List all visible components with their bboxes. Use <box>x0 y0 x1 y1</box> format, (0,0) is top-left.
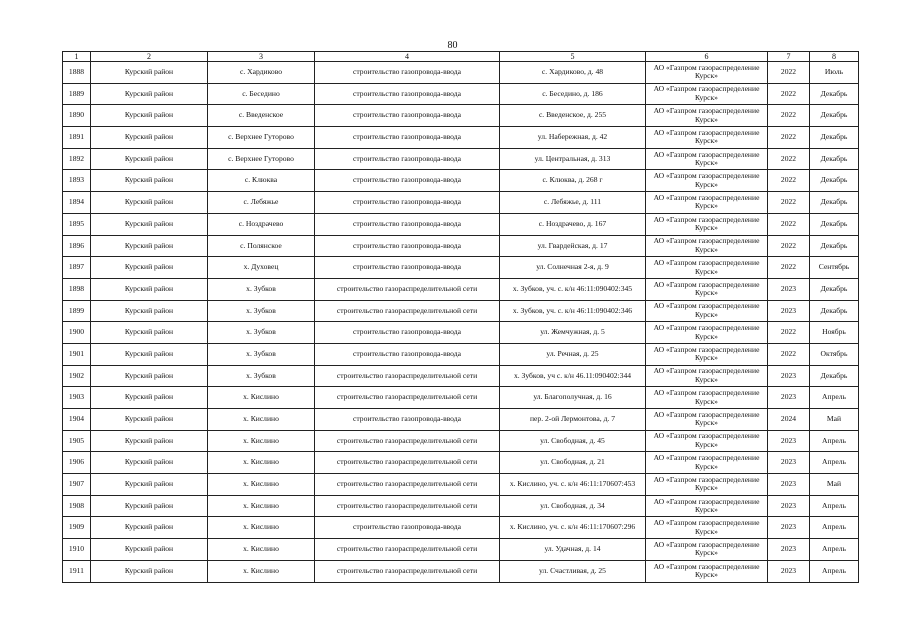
table-row <box>63 495 859 517</box>
district-cell: Курский район <box>91 105 208 127</box>
year-cell: 2022 <box>768 343 810 365</box>
settlement-cell: с. Верхнее Гуторово <box>208 148 315 170</box>
month-cell: Май <box>810 409 859 431</box>
row-number-cell: 1896 <box>63 235 91 257</box>
settlement-cell: х. Кислино <box>208 495 315 517</box>
month-cell: Декабрь <box>810 365 859 387</box>
year-cell: 2023 <box>768 365 810 387</box>
address-cell: ул. Набережная, д. 42 <box>500 127 646 149</box>
month-cell: Апрель <box>810 495 859 517</box>
row-number-cell: 1902 <box>63 365 91 387</box>
work-type-cell: строительство газораспределительной сети <box>315 452 500 474</box>
work-type-cell: строительство газораспределительной сети <box>315 365 500 387</box>
row-number-cell: 1909 <box>63 517 91 539</box>
address-cell: ул. Счастливая, д. 25 <box>500 560 646 582</box>
organization-cell: АО «Газпром газораспределение Курск» <box>646 560 768 582</box>
year-cell: 2022 <box>768 83 810 105</box>
address-cell: ул. Речная, д. 25 <box>500 343 646 365</box>
address-cell: с. Лебяжье, д. 111 <box>500 192 646 214</box>
table-row <box>63 365 859 387</box>
month-cell: Апрель <box>810 517 859 539</box>
district-cell: Курский район <box>91 560 208 582</box>
address-cell: с. Хардиково, д. 48 <box>500 62 646 84</box>
row-number-cell: 1893 <box>63 170 91 192</box>
district-cell: Курский район <box>91 387 208 409</box>
month-cell: Ноябрь <box>810 322 859 344</box>
organization-cell: АО «Газпром газораспределение Курск» <box>646 170 768 192</box>
organization-cell: АО «Газпром газораспределение Курск» <box>646 105 768 127</box>
column-number: 5 <box>500 52 646 62</box>
year-cell: 2022 <box>768 170 810 192</box>
row-number-cell: 1905 <box>63 430 91 452</box>
address-cell: х. Зубков, уч с. к/н 46.11:090402:344 <box>500 365 646 387</box>
row-number-cell: 1910 <box>63 539 91 561</box>
month-cell: Сентябрь <box>810 257 859 279</box>
gasification-table <box>62 51 859 583</box>
address-cell: ул. Гвардейская, д. 17 <box>500 235 646 257</box>
month-cell: Апрель <box>810 452 859 474</box>
year-cell: 2023 <box>768 430 810 452</box>
work-type-cell: строительство газопровода-ввода <box>315 127 500 149</box>
table-row <box>63 278 859 300</box>
work-type-cell: строительство газораспределительной сети <box>315 430 500 452</box>
district-cell: Курский район <box>91 235 208 257</box>
organization-cell: АО «Газпром газораспределение Курск» <box>646 539 768 561</box>
address-cell: ул. Жемчужная, д. 5 <box>500 322 646 344</box>
organization-cell: АО «Газпром газораспределение Курск» <box>646 192 768 214</box>
month-cell: Май <box>810 474 859 496</box>
settlement-cell: с. Лебяжье <box>208 192 315 214</box>
page-number: 80 <box>447 40 458 51</box>
row-number-cell: 1889 <box>63 83 91 105</box>
year-cell: 2022 <box>768 235 810 257</box>
work-type-cell: строительство газораспределительной сети <box>315 278 500 300</box>
table-row <box>63 148 859 170</box>
settlement-cell: с. Верхнее Гуторово <box>208 127 315 149</box>
year-cell: 2023 <box>768 452 810 474</box>
table-row <box>63 560 859 582</box>
column-number: 7 <box>768 52 810 62</box>
table-row <box>63 409 859 431</box>
year-cell: 2023 <box>768 517 810 539</box>
column-number: 3 <box>208 52 315 62</box>
row-number-cell: 1890 <box>63 105 91 127</box>
table-row <box>63 127 859 149</box>
address-cell: с. Ноздрачево, д. 167 <box>500 213 646 235</box>
row-number-cell: 1911 <box>63 560 91 582</box>
year-cell: 2023 <box>768 300 810 322</box>
organization-cell: АО «Газпром газораспределение Курск» <box>646 343 768 365</box>
year-cell: 2023 <box>768 495 810 517</box>
year-cell: 2023 <box>768 387 810 409</box>
table-row <box>63 257 859 279</box>
column-number: 8 <box>810 52 859 62</box>
organization-cell: АО «Газпром газораспределение Курск» <box>646 62 768 84</box>
year-cell: 2023 <box>768 539 810 561</box>
table-row <box>63 452 859 474</box>
year-cell: 2024 <box>768 409 810 431</box>
settlement-cell: с. Полянское <box>208 235 315 257</box>
row-number-cell: 1900 <box>63 322 91 344</box>
year-cell: 2023 <box>768 560 810 582</box>
column-number: 6 <box>646 52 768 62</box>
address-cell: с. Беседино, д. 186 <box>500 83 646 105</box>
settlement-cell: х. Кислино <box>208 517 315 539</box>
month-cell: Апрель <box>810 430 859 452</box>
row-number-cell: 1906 <box>63 452 91 474</box>
work-type-cell: строительство газораспределительной сети <box>315 300 500 322</box>
district-cell: Курский район <box>91 430 208 452</box>
district-cell: Курский район <box>91 539 208 561</box>
month-cell: Декабрь <box>810 170 859 192</box>
work-type-cell: строительство газопровода-ввода <box>315 257 500 279</box>
organization-cell: АО «Газпром газораспределение Курск» <box>646 495 768 517</box>
settlement-cell: х. Кислино <box>208 560 315 582</box>
organization-cell: АО «Газпром газораспределение Курск» <box>646 409 768 431</box>
table-row <box>63 62 859 84</box>
work-type-cell: строительство газопровода-ввода <box>315 62 500 84</box>
district-cell: Курский район <box>91 278 208 300</box>
organization-cell: АО «Газпром газораспределение Курск» <box>646 322 768 344</box>
table-row <box>63 213 859 235</box>
address-cell: пер. 2-ой Лермонтова, д. 7 <box>500 409 646 431</box>
settlement-cell: с. Клюква <box>208 170 315 192</box>
settlement-cell: х. Кислино <box>208 452 315 474</box>
settlement-cell: х. Зубков <box>208 365 315 387</box>
year-cell: 2023 <box>768 474 810 496</box>
work-type-cell: строительство газораспределительной сети <box>315 495 500 517</box>
organization-cell: АО «Газпром газораспределение Курск» <box>646 300 768 322</box>
organization-cell: АО «Газпром газораспределение Курск» <box>646 430 768 452</box>
row-number-cell: 1908 <box>63 495 91 517</box>
district-cell: Курский район <box>91 322 208 344</box>
settlement-cell: х. Духовец <box>208 257 315 279</box>
month-cell: Декабрь <box>810 213 859 235</box>
month-cell: Декабрь <box>810 127 859 149</box>
month-cell: Декабрь <box>810 192 859 214</box>
district-cell: Курский район <box>91 127 208 149</box>
address-cell: х. Зубков, уч. с. к/н 46:11:090402:346 <box>500 300 646 322</box>
district-cell: Курский район <box>91 517 208 539</box>
year-cell: 2022 <box>768 192 810 214</box>
organization-cell: АО «Газпром газораспределение Курск» <box>646 278 768 300</box>
work-type-cell: строительство газопровода-ввода <box>315 322 500 344</box>
table-row <box>63 83 859 105</box>
work-type-cell: строительство газопровода-ввода <box>315 517 500 539</box>
table-row <box>63 430 859 452</box>
settlement-cell: х. Кислино <box>208 539 315 561</box>
work-type-cell: строительство газопровода-ввода <box>315 170 500 192</box>
work-type-cell: строительство газораспределительной сети <box>315 539 500 561</box>
row-number-cell: 1894 <box>63 192 91 214</box>
settlement-cell: с. Беседино <box>208 83 315 105</box>
settlement-cell: х. Зубков <box>208 278 315 300</box>
address-cell: ул. Благополучная, д. 16 <box>500 387 646 409</box>
table-row <box>63 539 859 561</box>
address-cell: с. Введенское, д. 255 <box>500 105 646 127</box>
district-cell: Курский район <box>91 148 208 170</box>
table-row <box>63 192 859 214</box>
district-cell: Курский район <box>91 495 208 517</box>
settlement-cell: х. Зубков <box>208 322 315 344</box>
row-number-cell: 1907 <box>63 474 91 496</box>
row-number-cell: 1897 <box>63 257 91 279</box>
address-cell: ул. Солнечная 2-я, д. 9 <box>500 257 646 279</box>
address-cell: ул. Центральная, д. 313 <box>500 148 646 170</box>
work-type-cell: строительство газопровода-ввода <box>315 409 500 431</box>
row-number-cell: 1901 <box>63 343 91 365</box>
table-row <box>63 235 859 257</box>
settlement-cell: х. Зубков <box>208 300 315 322</box>
month-cell: Апрель <box>810 387 859 409</box>
year-cell: 2022 <box>768 62 810 84</box>
row-number-cell: 1903 <box>63 387 91 409</box>
table-row <box>63 322 859 344</box>
settlement-cell: с. Хардиково <box>208 62 315 84</box>
row-number-cell: 1904 <box>63 409 91 431</box>
settlement-cell: х. Зубков <box>208 343 315 365</box>
district-cell: Курский район <box>91 452 208 474</box>
year-cell: 2022 <box>768 213 810 235</box>
settlement-cell: х. Кислино <box>208 409 315 431</box>
work-type-cell: строительство газопровода-ввода <box>315 235 500 257</box>
table-body <box>63 62 859 583</box>
organization-cell: АО «Газпром газораспределение Курск» <box>646 148 768 170</box>
settlement-cell: х. Кислино <box>208 430 315 452</box>
table-row <box>63 517 859 539</box>
row-number-cell: 1891 <box>63 127 91 149</box>
work-type-cell: строительство газораспределительной сети <box>315 560 500 582</box>
district-cell: Курский район <box>91 343 208 365</box>
organization-cell: АО «Газпром газораспределение Курск» <box>646 213 768 235</box>
district-cell: Курский район <box>91 257 208 279</box>
month-cell: Октябрь <box>810 343 859 365</box>
district-cell: Курский район <box>91 62 208 84</box>
table-row <box>63 387 859 409</box>
row-number-cell: 1895 <box>63 213 91 235</box>
work-type-cell: строительство газопровода-ввода <box>315 83 500 105</box>
year-cell: 2022 <box>768 257 810 279</box>
month-cell: Декабрь <box>810 83 859 105</box>
table-row <box>63 343 859 365</box>
work-type-cell: строительство газопровода-ввода <box>315 105 500 127</box>
work-type-cell: строительство газораспределительной сети <box>315 387 500 409</box>
month-cell: Апрель <box>810 560 859 582</box>
district-cell: Курский район <box>91 83 208 105</box>
month-cell: Декабрь <box>810 105 859 127</box>
district-cell: Курский район <box>91 300 208 322</box>
table-row <box>63 474 859 496</box>
month-cell: Декабрь <box>810 300 859 322</box>
organization-cell: АО «Газпром газораспределение Курск» <box>646 235 768 257</box>
year-cell: 2022 <box>768 105 810 127</box>
organization-cell: АО «Газпром газораспределение Курск» <box>646 257 768 279</box>
address-cell: ул. Свободная, д. 34 <box>500 495 646 517</box>
column-number: 1 <box>63 52 91 62</box>
work-type-cell: строительство газопровода-ввода <box>315 148 500 170</box>
month-cell: Июль <box>810 62 859 84</box>
column-number: 2 <box>91 52 208 62</box>
settlement-cell: с. Введенское <box>208 105 315 127</box>
address-cell: х. Кислино, уч. с. к/н 46:11:170607:296 <box>500 517 646 539</box>
address-cell: х. Зубков, уч. с. к/н 46:11:090402:345 <box>500 278 646 300</box>
year-cell: 2022 <box>768 148 810 170</box>
district-cell: Курский район <box>91 365 208 387</box>
district-cell: Курский район <box>91 192 208 214</box>
organization-cell: АО «Газпром газораспределение Курск» <box>646 365 768 387</box>
address-cell: х. Кислино, уч. с. к/н 46:11:170607:453 <box>500 474 646 496</box>
year-cell: 2022 <box>768 127 810 149</box>
month-cell: Декабрь <box>810 235 859 257</box>
settlement-cell: х. Кислино <box>208 387 315 409</box>
district-cell: Курский район <box>91 213 208 235</box>
organization-cell: АО «Газпром газораспределение Курск» <box>646 452 768 474</box>
row-number-cell: 1892 <box>63 148 91 170</box>
row-number-cell: 1898 <box>63 278 91 300</box>
organization-cell: АО «Газпром газораспределение Курск» <box>646 474 768 496</box>
address-cell: ул. Свободная, д. 21 <box>500 452 646 474</box>
work-type-cell: строительство газораспределительной сети <box>315 474 500 496</box>
table-row <box>63 300 859 322</box>
district-cell: Курский район <box>91 409 208 431</box>
settlement-cell: с. Ноздрачево <box>208 213 315 235</box>
table-row <box>63 105 859 127</box>
address-cell: с. Клюква, д. 268 г <box>500 170 646 192</box>
year-cell: 2023 <box>768 278 810 300</box>
row-number-cell: 1888 <box>63 62 91 84</box>
settlement-cell: х. Кислино <box>208 474 315 496</box>
district-cell: Курский район <box>91 170 208 192</box>
table-row <box>63 170 859 192</box>
work-type-cell: строительство газопровода-ввода <box>315 343 500 365</box>
organization-cell: АО «Газпром газораспределение Курск» <box>646 387 768 409</box>
address-cell: ул. Свободная, д. 45 <box>500 430 646 452</box>
year-cell: 2022 <box>768 322 810 344</box>
organization-cell: АО «Газпром газораспределение Курск» <box>646 127 768 149</box>
work-type-cell: строительство газопровода-ввода <box>315 213 500 235</box>
district-cell: Курский район <box>91 474 208 496</box>
month-cell: Декабрь <box>810 148 859 170</box>
work-type-cell: строительство газопровода-ввода <box>315 192 500 214</box>
organization-cell: АО «Газпром газораспределение Курск» <box>646 517 768 539</box>
organization-cell: АО «Газпром газораспределение Курск» <box>646 83 768 105</box>
column-number-row <box>63 52 859 62</box>
month-cell: Апрель <box>810 539 859 561</box>
address-cell: ул. Удачная, д. 14 <box>500 539 646 561</box>
month-cell: Декабрь <box>810 278 859 300</box>
row-number-cell: 1899 <box>63 300 91 322</box>
column-number: 4 <box>315 52 500 62</box>
